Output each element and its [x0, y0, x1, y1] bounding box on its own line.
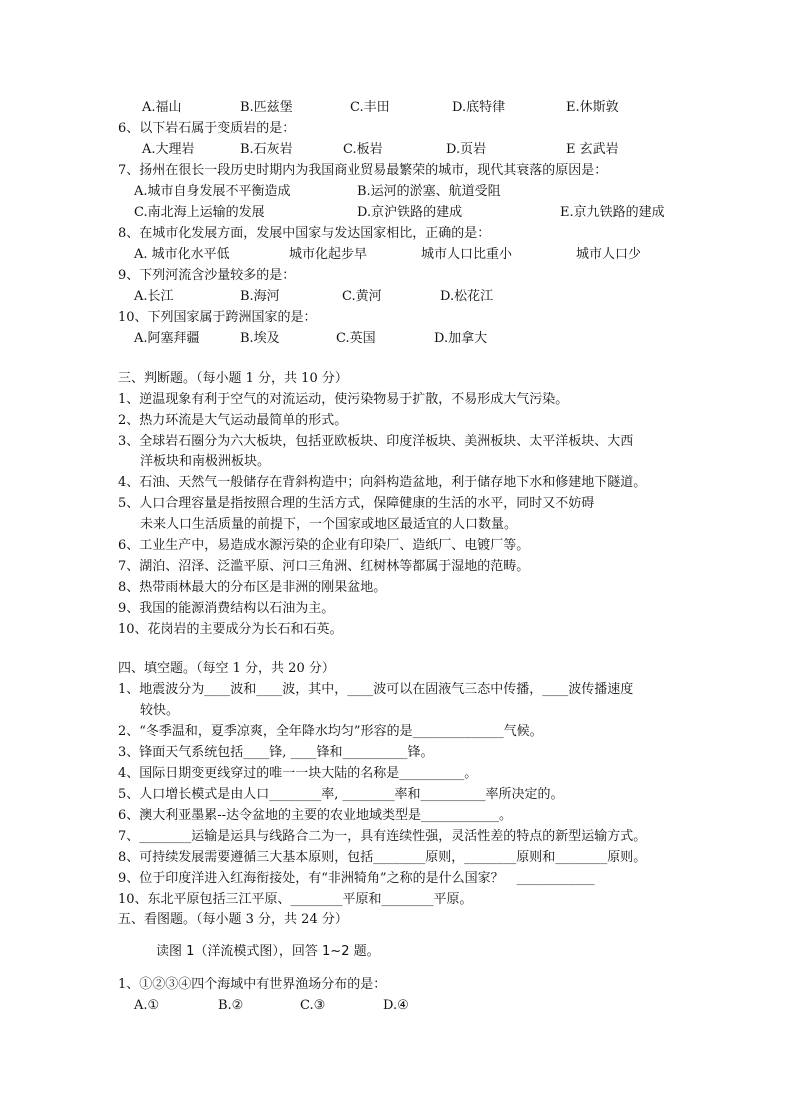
fill-item: 8、可持续发展需要遵循三大基本原则，包括________原则，________原则和________原则。	[118, 850, 647, 865]
q9-option-a: A.长江	[134, 289, 174, 304]
q6-option-d: D.页岩	[446, 142, 487, 157]
map-q1-option-c: C.③	[300, 998, 326, 1013]
q6-option-c: C.板岩	[343, 142, 383, 157]
judge-item: 4、石油、天然气一般储存在背斜构造中；向斜构造盆地，利于储存地下水和修建地下隧道。	[118, 475, 647, 490]
q7-option-b: B.运河的淤塞、航道受阻	[357, 184, 501, 199]
q6-option-a: A.大理岩	[142, 142, 195, 157]
section-fill-title: 四、填空题。（每空 1 分，共 20 分）	[118, 661, 335, 676]
map-q1-option-d: D.④	[383, 998, 409, 1013]
fill-item: 1、地震波分为____波和____波，其中，____波可以在固液气三态中传播，____波传播速度	[118, 682, 634, 697]
fill-item: 6、澳大利亚墨累--达令盆地的主要的农业地域类型是____________。	[118, 808, 513, 823]
q10-option-a: A.阿塞拜疆	[134, 331, 200, 346]
q10-stem: 10、下列国家属于跨洲国家的是：	[118, 310, 317, 325]
fill-item-continuation: 较快。	[140, 703, 180, 718]
judge-item: 10、花岗岩的主要成分为长石和石英。	[118, 622, 343, 637]
q8-option-c: 城市人口比重小	[421, 247, 513, 262]
q7-option-c: C.南北海上运输的发展	[134, 205, 265, 220]
q8-stem: 8、在城市化发展方面，发展中国家与发达国家相比，正确的是：	[118, 226, 491, 241]
q6-option-b: B.石灰岩	[240, 142, 293, 157]
q5-option-d: D.底特律	[452, 100, 506, 115]
fill-item: 5、人口增长模式是由人口________率, ________率和__________率所决定的。	[118, 787, 564, 802]
map-q1-option-a: A.①	[134, 998, 160, 1013]
map-q1-stem: 1、①②③④四个海域中有世界渔场分布的是：	[118, 977, 387, 992]
q9-option-d: D.松花江	[440, 289, 494, 304]
q5-option-a: A.福山	[142, 100, 182, 115]
judge-item: 5、人口合理容量是指按照合理的生活方式，保障健康的生活的水平，同时又不妨碍	[118, 496, 595, 511]
map-q1-option-b: B.②	[218, 998, 244, 1013]
judge-item: 7、湖泊、沼泽、泛滥平原、河口三角洲、红树林等都属于湿地的范畴。	[118, 559, 530, 574]
judge-item: 6、工业生产中，易造成水源污染的企业有印染厂、造纸厂、电镀厂等。	[118, 538, 530, 553]
fill-item: 10、东北平原包括三江平原、________平原和________平原。	[118, 892, 473, 907]
section-map-title: 五、看图题。（每小题 3 分，共 24 分）	[118, 912, 348, 927]
q8-option-a: A. 城市化水平低	[134, 247, 230, 262]
q5-option-c: C.丰田	[350, 100, 390, 115]
q5-option-b: B.匹兹堡	[240, 100, 293, 115]
judge-item: 8、热带雨林最大的分布区是非洲的刚果盆地。	[118, 580, 387, 595]
section-judge-title: 三、判断题。（每小题 1 分，共 10 分）	[118, 371, 348, 386]
map-intro: 读图 1（洋流模式图），回答 1~2 题。	[156, 944, 380, 959]
q8-option-b: 城市化起步早	[289, 247, 368, 262]
fill-item: 7、________运输是运具与线路合二为一，具有连续性强，灵活性差的特点的新型运输方式。	[118, 829, 647, 844]
q10-option-b: B.埃及	[240, 331, 280, 346]
q6-option-e: E 玄武岩	[566, 142, 619, 157]
fill-item: 2、“冬季温和，夏季凉爽，全年降水均匀”形容的是______________气候。	[118, 724, 543, 739]
judge-item: 2、热力环流是大气运动最简单的形式。	[118, 413, 348, 428]
fill-item: 4、国际日期变更线穿过的唯一一块大陆的名称是__________。	[118, 766, 478, 781]
judge-item-continuation: 洋板块和南极洲板块。	[140, 454, 271, 469]
judge-item-continuation: 未来人口生活质量的前提下，一个国家或地区最适宜的人口数量。	[140, 517, 518, 532]
judge-item: 9、我国的能源消费结构以石油为主。	[118, 601, 335, 616]
q7-option-a: A.城市自身发展不平衡造成	[134, 184, 291, 199]
q9-option-c: C.黄河	[342, 289, 382, 304]
q10-option-d: D.加拿大	[434, 331, 488, 346]
q7-stem: 7、扬州在很长一段历史时期内为我国商业贸易最繁荣的城市，现代其衰落的原因是：	[118, 163, 608, 178]
judge-item: 1、逆温现象有利于空气的对流运动，使污染物易于扩散，不易形成大气污染。	[118, 392, 569, 407]
fill-item: 3、锋面天气系统包括____锋, ____锋和__________锋。	[118, 745, 434, 760]
q6-stem: 6、以下岩石属于变质岩的是：	[118, 121, 296, 136]
q7-option-d: D.京沪铁路的建成	[357, 205, 463, 220]
q9-option-b: B.海河	[240, 289, 280, 304]
q8-option-d: 城市人口少	[576, 247, 642, 262]
q7-option-e: E.京九铁路的建成	[560, 205, 665, 220]
q5-option-e: E.休斯敦	[566, 100, 619, 115]
judge-item: 3、全球岩石圈分为六大板块，包括亚欧板块、印度洋板块、美洲板块、太平洋板块、大西	[118, 434, 634, 449]
q10-option-c: C.英国	[336, 331, 376, 346]
q9-stem: 9、下列河流含沙量较多的是：	[118, 268, 296, 283]
fill-item: 9、位于印度洋进入红海衔接处，有“非洲犄角”之称的是什么国家？ ____________	[118, 871, 595, 886]
